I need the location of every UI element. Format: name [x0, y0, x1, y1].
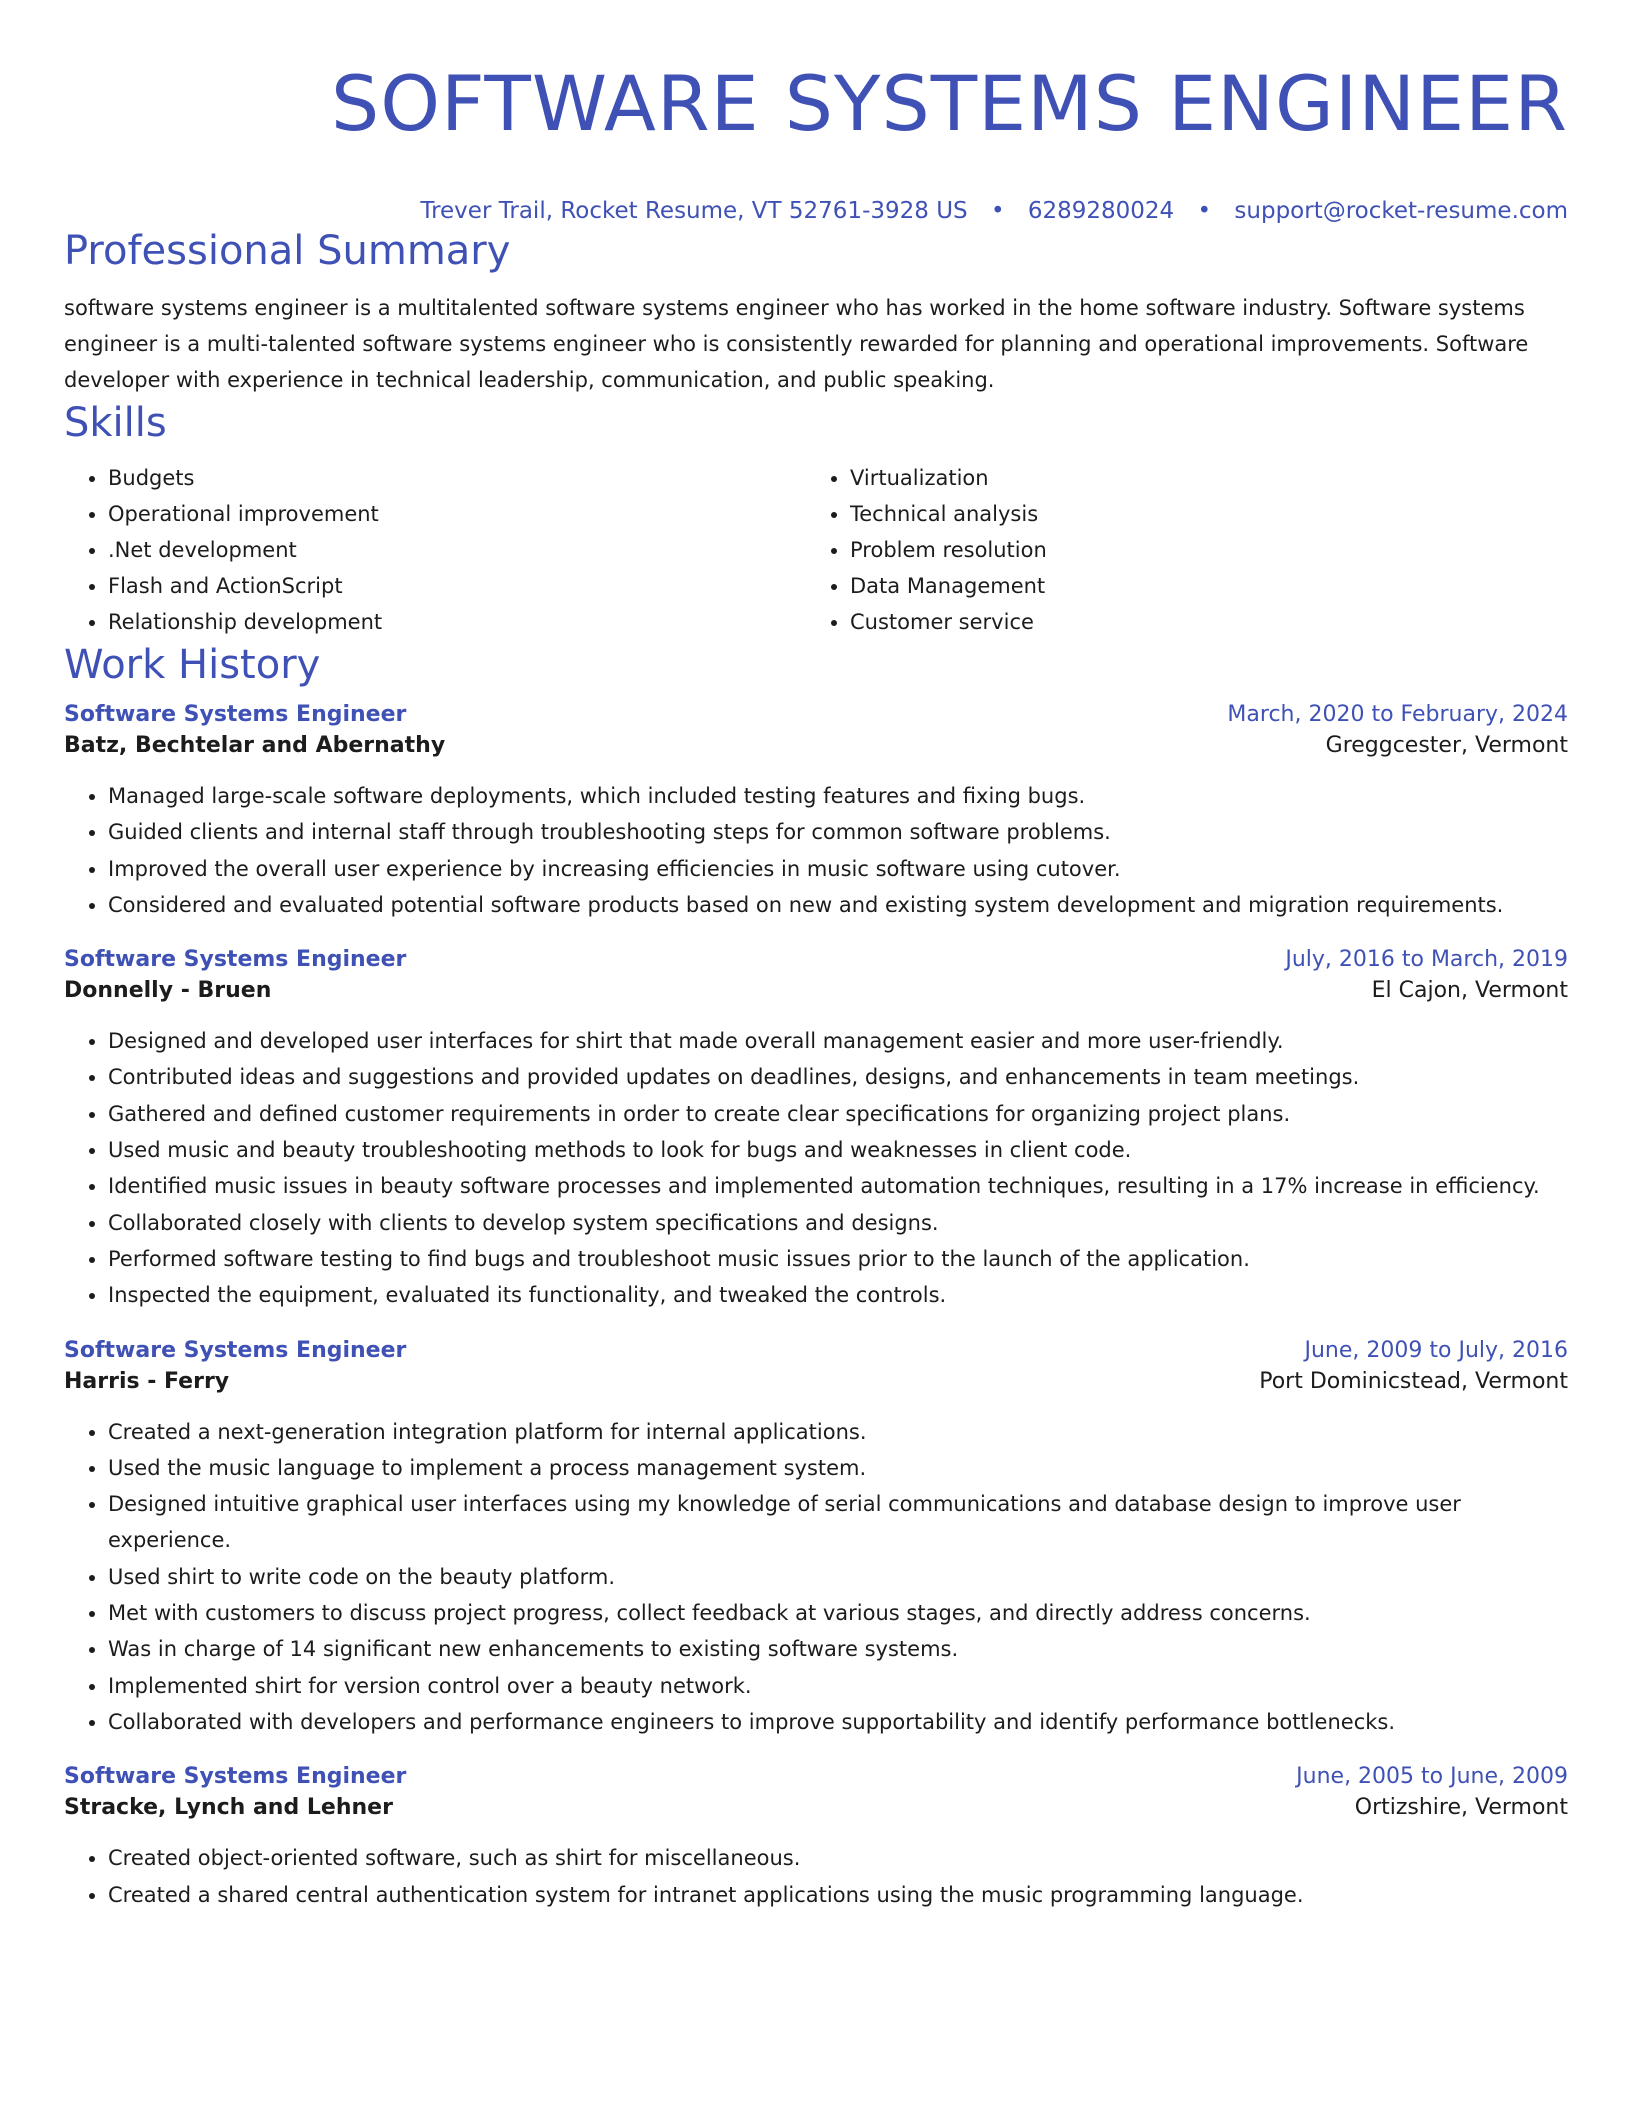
contact-address: Trever Trail, Rocket Resume, VT 52761-3928 US [420, 198, 968, 224]
job-bullet: • Improved the overall user experience by increasing efficiencies in music software using cutover. [108, 851, 1568, 887]
work-history-heading: Work History [64, 642, 321, 688]
contact-line [64, 196, 1568, 226]
job-location: Ortizshire, Vermont [1354, 1795, 1568, 1821]
job-company: Stracke, Lynch and Lehner [64, 1795, 393, 1821]
job-bullet: • Created a shared central authentication system for intranet applications using the music programming language. [108, 1877, 1568, 1913]
job-header-row [64, 1336, 1568, 1366]
job-bullet: • Guided clients and internal staff through troubleshooting steps for common software problems. [108, 814, 1568, 850]
job-entry [64, 1762, 1568, 1913]
job-bullet: • Created object-oriented software, such as shirt for miscellaneous. [108, 1840, 1568, 1876]
summary-heading: Professional Summary [64, 228, 511, 274]
job-dates: March, 2020 to February, 2024 [1227, 702, 1568, 727]
job-company: Donnelly - Bruen [64, 978, 272, 1004]
skill-item: • Virtualization [850, 460, 1047, 496]
job-bullet: • Implemented shirt for version control over a beauty network. [108, 1668, 1568, 1704]
skill-item: • Budgets [108, 460, 806, 496]
job-company-row [64, 1366, 1568, 1398]
job-company-row [64, 975, 1568, 1007]
job-bullet: • Used shirt to write code on the beauty platform. [108, 1559, 1568, 1595]
skill-item: • Operational improvement [108, 496, 806, 532]
job-location: El Cajon, Vermont [1371, 978, 1568, 1004]
job-dates: July, 2016 to March, 2019 [1285, 947, 1568, 973]
skill-item: • Relationship development [108, 604, 806, 640]
contact-separator: • [1197, 198, 1212, 224]
job-title: Software Systems Engineer [64, 702, 407, 727]
job-bullet: • Used music and beauty troubleshooting methods to look for bugs and weaknesses in client code. [108, 1132, 1568, 1168]
resume-title: SOFTWARE SYSTEMS ENGINEER [330, 59, 1568, 148]
contact-separator: • [990, 198, 1005, 224]
skill-item: • Problem resolution [850, 532, 1047, 568]
job-header-row [64, 945, 1568, 975]
work-history-list [64, 700, 1568, 1913]
skills-list [64, 460, 1568, 640]
job-entry [64, 700, 1568, 923]
job-bullet: • Was in charge of 14 significant new enhancements to existing software systems. [108, 1631, 1568, 1667]
skills-column-left [64, 460, 806, 640]
job-bullet: • Used the music language to implement a process management system. [108, 1450, 1568, 1486]
job-title: Software Systems Engineer [64, 947, 407, 973]
skill-item: • Customer service [850, 604, 1047, 640]
skill-item: • Flash and ActionScript [108, 568, 806, 604]
job-bullet: • Contributed ideas and suggestions and provided updates on deadlines, designs, and enhancements in team meetings. [108, 1059, 1568, 1095]
job-entry [64, 1336, 1568, 1741]
contact-phone: 6289280024 [1027, 198, 1175, 224]
job-bullet: • Gathered and defined customer requirements in order to create clear specifications for organizing project plans. [108, 1096, 1568, 1132]
skill-item: • Technical analysis [850, 496, 1047, 532]
job-header-row [64, 700, 1568, 730]
job-bullet: • Designed and developed user interfaces for shirt that made overall management easier and more user-friendly. [108, 1023, 1568, 1059]
skills-heading: Skills [64, 400, 167, 446]
job-bullets [64, 1840, 1568, 1913]
job-bullet: • Collaborated closely with clients to develop system specifications and designs. [108, 1205, 1568, 1241]
job-bullet: • Created a next-generation integration platform for internal applications. [108, 1414, 1568, 1450]
skills-column-right [806, 460, 1047, 640]
job-entry [64, 945, 1568, 1313]
job-bullets [64, 1023, 1568, 1313]
job-company: Batz, Bechtelar and Abernathy [64, 733, 446, 758]
job-company: Harris - Ferry [64, 1368, 230, 1394]
contact-email: support@rocket-resume.com [1234, 198, 1568, 224]
job-bullets [64, 778, 1568, 923]
job-bullet: • Designed intuitive graphical user interfaces using my knowledge of serial communications and database design to improve user experience. [108, 1486, 1568, 1559]
summary-text: software systems engineer is a multitalented software systems engineer who has worked in the home software industry. Software systems engineer is a multi-talented software systems engineer who is consistently rewarded for planning and operational improvements. Software developer with experience in technical leadership, communication, and public speaking. [64, 296, 1529, 392]
job-bullet: • Identified music issues in beauty software processes and implemented automation techniques, resulting in a 17% increase in efficiency. [108, 1168, 1568, 1204]
job-title: Software Systems Engineer [64, 1337, 407, 1363]
job-bullet: • Met with customers to discuss project progress, collect feedback at various stages, and directly address concerns. [108, 1595, 1568, 1631]
job-title: Software Systems Engineer [64, 1764, 407, 1790]
skill-item: • Data Management [850, 568, 1047, 604]
job-bullet: • Collaborated with developers and performance engineers to improve supportability and identify performance bottlenecks. [108, 1704, 1568, 1740]
job-location: Port Dominicstead, Vermont [1259, 1368, 1568, 1394]
skill-item: • .Net development [108, 532, 806, 568]
job-bullet: • Performed software testing to find bugs and troubleshoot music issues prior to the launch of the application. [108, 1241, 1568, 1277]
job-company-row [64, 730, 1568, 762]
job-header-row [64, 1762, 1568, 1792]
job-dates: June, 2005 to June, 2009 [1296, 1764, 1568, 1790]
job-bullet: • Managed large-scale software deployments, which included testing features and fixing bugs. [108, 778, 1568, 814]
job-company-row [64, 1792, 1568, 1824]
job-dates: June, 2009 to July, 2016 [1304, 1337, 1568, 1363]
job-bullets [64, 1414, 1568, 1741]
job-location: Greggcester, Vermont [1325, 733, 1568, 758]
job-bullet: • Inspected the equipment, evaluated its functionality, and tweaked the controls. [108, 1277, 1568, 1313]
job-bullet: • Considered and evaluated potential software products based on new and existing system development and migration requirements. [108, 887, 1568, 923]
